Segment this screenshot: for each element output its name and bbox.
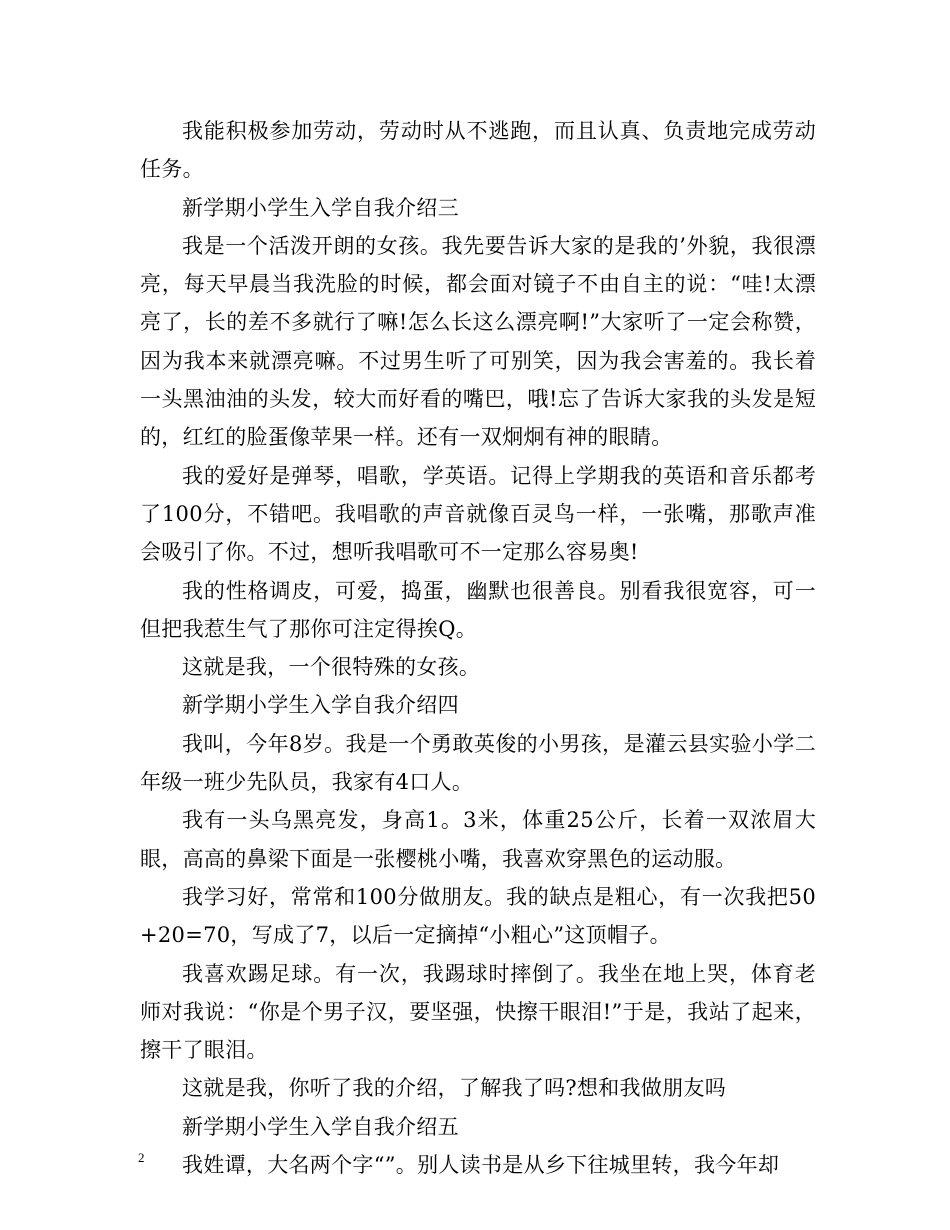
paragraph: 我姓谭，大名两个字“”。别人读书是从乡下往城里转，我今年却 [182, 1153, 780, 1178]
section-heading: 新学期小学生入学自我介绍三 [182, 195, 459, 220]
paragraph: 我的爱好是弹琴，唱歌，学英语。记得上学期我的英语和音乐都考了100分，不错吧。我唱歌的声音就像百灵鸟一样，一张嘴，那歌声准会吸引了你。不过，想听我唱歌可不一定那么容易奥! [140, 463, 816, 565]
paragraph: 我有一头乌黑亮发，身高1。3米，体重25公斤，长着一双浓眉大眼，高高的鼻梁下面是一张樱桃小嘴，我喜欢穿黑色的运动服。 [140, 808, 816, 871]
paragraph: 我是一个活泼开朗的女孩。我先要告诉大家的是我的’外貌，我很漂亮，每天早晨当我洗脸的时候，都会面对镜子不由自主的说：“哇!太漂亮了，长的差不多就行了嘛!怎么长这么漂亮啊!”大家听了一定会称赞，因为我本来就漂亮嘛。不过男生听了可别笑，因为我会害羞的。我长着一头黑油油的头发，较大而好看的嘴巴，哦!忘了告诉大家我的头发是短的，红红的脸蛋像苹果一样。还有一双炯炯有神的眼睛。 [140, 233, 816, 450]
section-heading: 新学期小学生入学自我介绍五 [182, 1114, 459, 1139]
document-body [140, 112, 816, 1184]
paragraph: 我学习好，常常和100分做朋友。我的缺点是粗心，有一次我把50+20=70，写成了7，以后一定摘掉“小粗心”这顶帽子。 [140, 884, 816, 948]
paragraph: 我的性格调皮，可爱，捣蛋，幽默也很善良。别看我很宽容，可一但把我惹生气了那你可注定得挨Q。 [140, 578, 816, 641]
paragraph: 这就是我，你听了我的介绍，了解我了吗?想和我做朋友吗 [182, 1076, 727, 1101]
page-number: 2 [138, 1150, 145, 1165]
paragraph: 我喜欢踢足球。有一次，我踢球时摔倒了。我坐在地上哭，体育老师对我说：“你是个男子汉，要坚强，快擦干眼泪!”于是，我站了起来，擦干了眼泪。 [140, 961, 816, 1063]
section-heading: 新学期小学生入学自我介绍四 [182, 693, 459, 718]
paragraph: 我叫，今年8岁。我是一个勇敢英俊的小男孩，是灌云县实验小学二年级一班少先队员，我家有4口人。 [140, 731, 816, 795]
paragraph: 这就是我，一个很特殊的女孩。 [182, 655, 481, 680]
paragraph: 我能积极参加劳动，劳动时从不逃跑，而且认真、负责地完成劳动任务。 [140, 119, 816, 182]
